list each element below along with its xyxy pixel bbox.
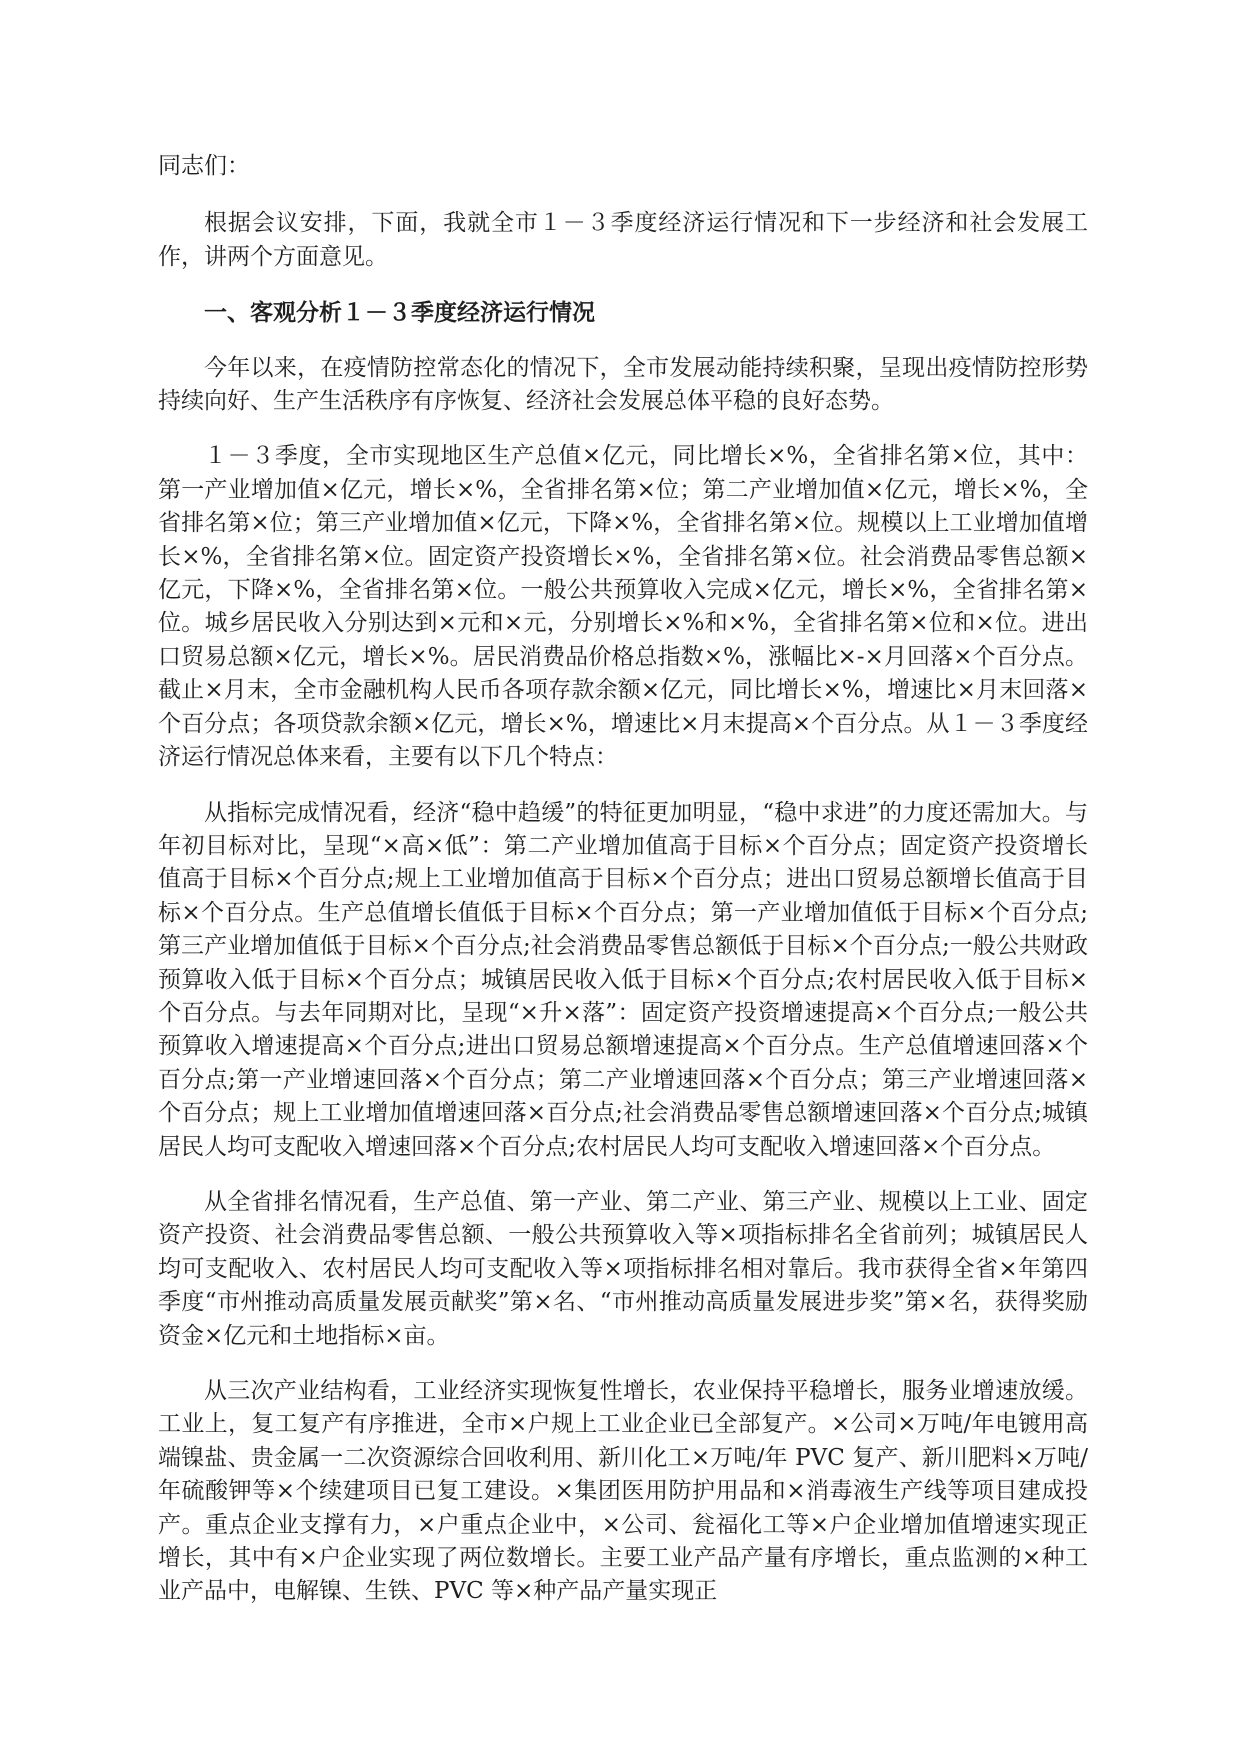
paragraph-target-comparison: 从指标完成情况看，经济“稳中趋缓”的特征更加明显，“稳中求进”的力度还需加大。与年初目标对比，呈现“×高×低”：第二产业增加值高于目标×个百分点；固定资产投资增长值高于目标×个百分点;规上工业增加值高于目标×个百分点；进出口贸易总额增长值高于目标×个百分点。生产总值增长值低于目标×个百分点；第一产业增加值低于目标×个百分点;第三产业增加值低于目标×个百分点;社会消费品零售总额低于目标×个百分点;一般公共财政预算收入低于目标×个百分点；城镇居民收入低于目标×个百分点;农村居民收入低于目标×个百分点。与去年同期对比，呈现“×升×落”：固定资产投资增速提高×个百分点;一般公共预算收入增速提高×个百分点;进出口贸易总额增速提高×个百分点。生产总值增速回落×个百分点;第一产业增速回落×个百分点；第二产业增速回落×个百分点；第三产业增速回落×个百分点；规上工业增加值增速回落×百分点;社会消费品零售总额增速回落×个百分点;城镇居民人均可支配收入增速回落×个百分点;农村居民人均可支配收入增速回落×个百分点。 xyxy=(158,799,1088,1160)
salutation: 同志们： xyxy=(158,153,250,179)
paragraph-statistics: １－３季度，全市实现地区生产总值×亿元，同比增长×%，全省排名第×位，其中：第一产业增加值×亿元，增长×%，全省排名第×位；第二产业增加值×亿元，增长×%，全省排名第×位；第三产业增加值×亿元，下降×%，全省排名第×位。规模以上工业增加值增长×%，全省排名第×位。固定资产投资增长×%，全省排名第×位。社会消费品零售总额×亿元，下降×%，全省排名第×位。一般公共预算收入完成×亿元，增长×%，全省排名第×位。城乡居民收入分别达到×元和×元，分别增长×%和×%，全省排名第×位和×位。进出口贸易总额×亿元，增长×%。居民消费品价格总指数×%，涨幅比×-×月回落×个百分点。截止×月末，全市金融机构人民币各项存款余额×亿元，同比增长×%，增速比×月末回落×个百分点；各项贷款余额×亿元，增长×%，增速比×月末提高×个百分点。从１－３季度经济运行情况总体来看，主要有以下几个特点： xyxy=(158,443,1088,771)
section-heading: 一、客观分析１－３季度经济运行情况 xyxy=(204,299,595,327)
paragraph-overview: 今年以来，在疫情防控常态化的情况下，全市发展动能持续积聚，呈现出疫情防控形势持续向好、生产生活秩序有序恢复、经济社会发展总体平稳的良好态势。 xyxy=(158,354,1088,415)
document-body xyxy=(158,150,1088,1631)
paragraph-industry-structure: 从三次产业结构看，工业经济实现恢复性增长，农业保持平稳增长，服务业增速放缓。工业上，复工复产有序推进，全市×户规上工业企业已全部复产。×公司×万吨/年电镀用高端镍盐、贵金属一二次资源综合回收利用、新川化工×万吨/年 PVC 复产、新川肥料×万吨/年硫酸钾等×个续建项目已复工建设。×集团医用防护用品和×消毒液生产线等项目建成投产。重点企业支撑有力，×户重点企业中，×公司、瓮福化工等×户企业增加值增速实现正增长，其中有×户企业实现了两位数增长。主要工业产品产量有序增长，重点监测的×种工业产品中，电解镍、生铁、PVC 等×种产品产量实现正 xyxy=(158,1378,1088,1605)
paragraph-provincial-ranking: 从全省排名情况看，生产总值、第一产业、第二产业、第三产业、规模以上工业、固定资产投资、社会消费品零售总额、一般公共预算收入等×项指标排名全省前列；城镇居民人均可支配收入、农村居民人均可支配收入等×项指标排名相对靠后。我市获得全省×年第四季度“市州推动高质量发展贡献奖”第×名、“市州推动高质量发展进步奖”第×名，获得奖励资金×亿元和土地指标×亩。 xyxy=(158,1188,1088,1349)
intro-paragraph: 根据会议安排，下面，我就全市１－３季度经济运行情况和下一步经济和社会发展工作，讲两个方面意见。 xyxy=(158,210,1088,270)
